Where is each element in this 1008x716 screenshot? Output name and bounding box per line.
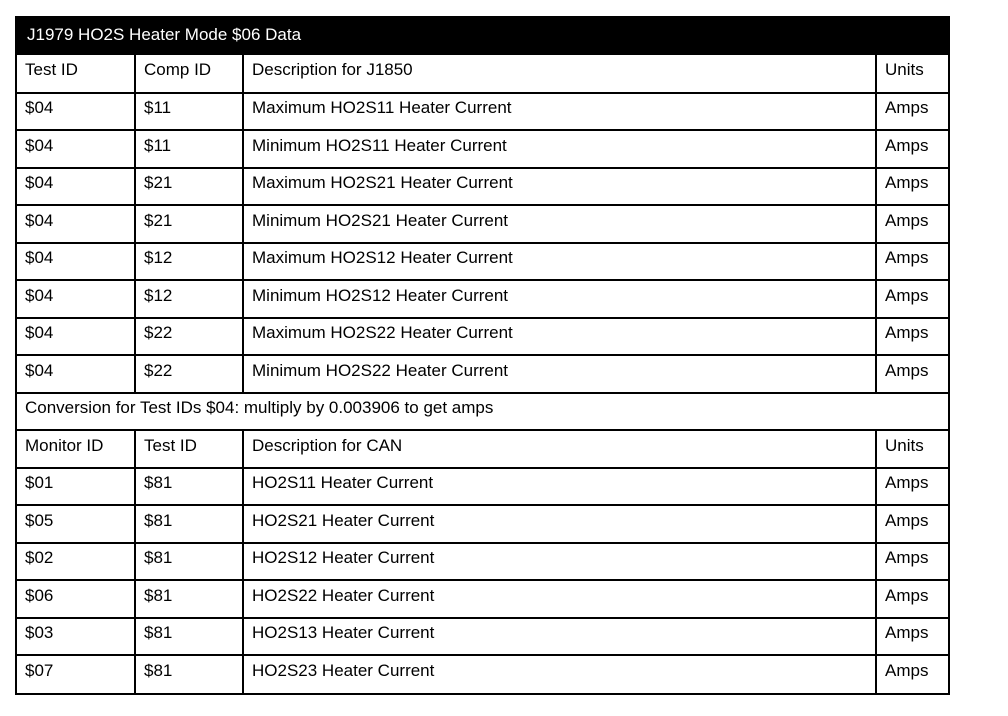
test-id-cell: $04 [17, 205, 135, 243]
header-description-can: Description for CAN [243, 430, 876, 468]
table-row [17, 655, 948, 693]
table-row [17, 618, 948, 656]
comp-id-cell: $22 [135, 355, 243, 393]
units-cell: Amps [876, 205, 948, 243]
test-id-cell: $04 [17, 355, 135, 393]
description-cell: Minimum HO2S21 Heater Current [243, 205, 876, 243]
test-id-cell: $04 [17, 243, 135, 281]
header-description-j1850: Description for J1850 [243, 55, 876, 93]
j1850-header-row [17, 55, 948, 93]
units-cell: Amps [876, 618, 948, 656]
test-id-cell: $04 [17, 168, 135, 206]
test-id-cell: $81 [135, 468, 243, 506]
units-cell: Amps [876, 655, 948, 693]
units-cell: Amps [876, 243, 948, 281]
table-row [17, 355, 948, 393]
test-id-cell: $04 [17, 93, 135, 131]
can-section [17, 430, 948, 693]
conversion-section [17, 393, 948, 431]
description-cell: Maximum HO2S22 Heater Current [243, 318, 876, 356]
header-units: Units [876, 430, 948, 468]
description-cell: Maximum HO2S21 Heater Current [243, 168, 876, 206]
table-row [17, 205, 948, 243]
units-cell: Amps [876, 280, 948, 318]
table-row [17, 280, 948, 318]
header-units: Units [876, 55, 948, 93]
comp-id-cell: $22 [135, 318, 243, 356]
header-comp-id: Comp ID [135, 55, 243, 93]
conversion-row [17, 393, 948, 431]
table-row [17, 93, 948, 131]
monitor-id-cell: $03 [17, 618, 135, 656]
test-id-cell: $81 [135, 655, 243, 693]
test-id-cell: $81 [135, 580, 243, 618]
comp-id-cell: $21 [135, 168, 243, 206]
table-row [17, 543, 948, 581]
description-cell: HO2S23 Heater Current [243, 655, 876, 693]
description-cell: Minimum HO2S11 Heater Current [243, 130, 876, 168]
test-id-cell: $81 [135, 618, 243, 656]
table-row [17, 243, 948, 281]
description-cell: HO2S11 Heater Current [243, 468, 876, 506]
units-cell: Amps [876, 318, 948, 356]
comp-id-cell: $12 [135, 280, 243, 318]
comp-id-cell: $11 [135, 93, 243, 131]
table-row [17, 318, 948, 356]
monitor-id-cell: $02 [17, 543, 135, 581]
table-row [17, 580, 948, 618]
units-cell: Amps [876, 93, 948, 131]
description-cell: Minimum HO2S22 Heater Current [243, 355, 876, 393]
units-cell: Amps [876, 168, 948, 206]
table-row [17, 168, 948, 206]
description-cell: Minimum HO2S12 Heater Current [243, 280, 876, 318]
units-cell: Amps [876, 543, 948, 581]
units-cell: Amps [876, 468, 948, 506]
heater-data-sheet [15, 16, 950, 695]
units-cell: Amps [876, 505, 948, 543]
units-cell: Amps [876, 355, 948, 393]
can-header-row [17, 430, 948, 468]
table-row [17, 130, 948, 168]
mode06-table [17, 55, 948, 693]
comp-id-cell: $12 [135, 243, 243, 281]
description-cell: HO2S13 Heater Current [243, 618, 876, 656]
comp-id-cell: $21 [135, 205, 243, 243]
test-id-cell: $81 [135, 543, 243, 581]
monitor-id-cell: $06 [17, 580, 135, 618]
conversion-note: Conversion for Test IDs $04: multiply by 0.003906 to get amps [17, 393, 948, 431]
header-test-id: Test ID [17, 55, 135, 93]
test-id-cell: $04 [17, 318, 135, 356]
comp-id-cell: $11 [135, 130, 243, 168]
description-cell: Maximum HO2S11 Heater Current [243, 93, 876, 131]
table-row [17, 505, 948, 543]
description-cell: Maximum HO2S12 Heater Current [243, 243, 876, 281]
monitor-id-cell: $01 [17, 468, 135, 506]
description-cell: HO2S12 Heater Current [243, 543, 876, 581]
description-cell: HO2S21 Heater Current [243, 505, 876, 543]
j1850-section [17, 55, 948, 393]
test-id-cell: $81 [135, 505, 243, 543]
monitor-id-cell: $07 [17, 655, 135, 693]
table-row [17, 468, 948, 506]
test-id-cell: $04 [17, 130, 135, 168]
header-test-id: Test ID [135, 430, 243, 468]
description-cell: HO2S22 Heater Current [243, 580, 876, 618]
test-id-cell: $04 [17, 280, 135, 318]
table-title: J1979 HO2S Heater Mode $06 Data [17, 18, 948, 55]
header-monitor-id: Monitor ID [17, 430, 135, 468]
units-cell: Amps [876, 580, 948, 618]
units-cell: Amps [876, 130, 948, 168]
monitor-id-cell: $05 [17, 505, 135, 543]
